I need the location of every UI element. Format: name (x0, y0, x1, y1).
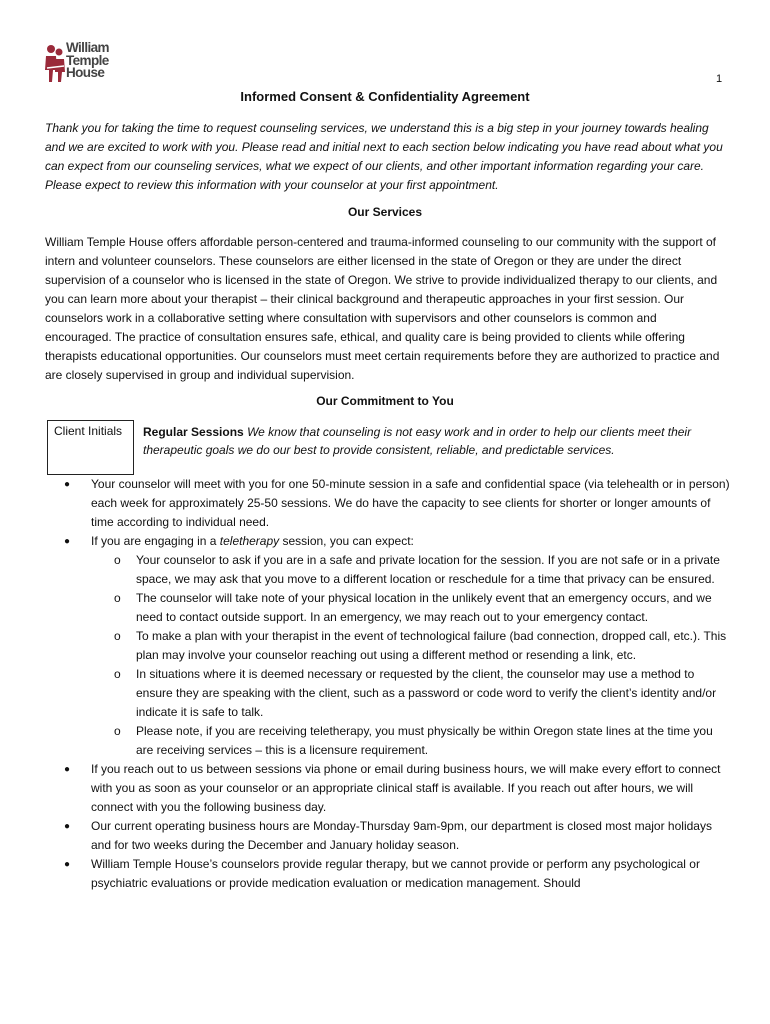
sub-list-item-text: In situations where it is deemed necessary or requested by the client, the counselor may use a method to ensure they are speaking with the client, such as a password or code word to verify the client’s identity and/or indicate it is safe to talk. (136, 667, 717, 719)
sub-list-item-text: To make a plan with your therapist in the event of technological failure (bad connection, dropped call, etc.). This plan may involve your counselor reaching out using a different method or resending a link, etc. (136, 629, 727, 662)
regular-sessions-title: Regular Sessions (143, 425, 244, 439)
bullet-icon: ● (64, 479, 71, 490)
sub-list-item-text: Please note, if you are receiving teletherapy, you must physically be within Oregon state lines at the time you are receiving services – this is a licensure requirement. (136, 724, 713, 757)
services-paragraph: William Temple House offers affordable person-centered and trauma-informed counseling to our community with the support of intern and volunteer counselors. These counselors are either licensed in the state of Oregon or they are under the direct supervision of a counselor who is licensed in the state of Oregon. We strive to provide individualized therapy to our clients, and you can learn more about your therapist – their clinical background and therapeutic approaches in your first session. Our counselors work in a collaborative setting where consultation with supervisors and other counselors is common and encouraged. The practice of consultation ensures safe, ethical, and quality care is being provided to clients while offering therapists educational opportunities. Our counselors must meet certain requirements before they are authorized to practice and are closely supervised in group and individual supervision. (45, 235, 720, 382)
circle-bullet-icon: o (114, 629, 121, 643)
william-temple-house-logo (44, 42, 130, 86)
bullet-icon: ● (64, 764, 71, 775)
sub-list-item (0, 722, 770, 760)
circle-bullet-icon: o (114, 667, 121, 681)
list-item-text: Our current operating business hours are Monday-Thursday 9am-9pm, our department is closed most major holidays and for two weeks during the December and January holiday season. (91, 819, 712, 852)
commitment-list (0, 475, 770, 893)
commitment-heading: Our Commitment to You (316, 394, 454, 408)
list-item (0, 532, 770, 551)
sub-list-item (0, 627, 770, 665)
circle-bullet-icon: o (114, 724, 121, 738)
teletherapy-emphasis: teletherapy (219, 534, 280, 548)
bullet-icon: ● (64, 859, 71, 870)
regular-sessions-text: We know that counseling is not easy work and in order to help our clients meet their therapeutic goals we do our best to provide consistent, reliable, and predictable services. (143, 425, 692, 457)
page-number: 1 (716, 73, 723, 85)
logo-wordmark (66, 42, 109, 80)
list-item-text: Your counselor will meet with you for one 50-minute session in a safe and confidential space (via telehealth or in person) each week for approximately 25-50 sessions. We do have the capacity to see clients for shorter or longer amounts of time according to individual need. (91, 477, 730, 529)
list-item-text: If you reach out to us between sessions via phone or email during business hours, we will make every effort to connect with you as soon as your counselor or an appropriate clinical staff is available. If you reach out after hours, we will connect with you the following business day. (91, 762, 721, 814)
list-item (0, 760, 770, 817)
client-initials-label: Client Initials (54, 424, 123, 438)
sub-list-item-text: Your counselor to ask if you are in a safe and private location for the session. If you are not safe or in a private space, we may ask that you move to a different location or reschedule for a time that privacy can be ensured. (136, 553, 720, 586)
regular-sessions-paragraph (143, 423, 733, 459)
list-item (0, 475, 770, 532)
logo-line-2: Temple (66, 52, 109, 68)
teletherapy-post: session, you can expect: (279, 534, 414, 548)
services-heading: Our Services (347, 205, 423, 219)
sub-list-item (0, 551, 770, 589)
list-item-text: William Temple House’s counselors provide regular therapy, but we cannot provide or perform any psychological or psychiatric evaluations or provide medication evaluation or medication management. Should (91, 857, 700, 890)
bullet-icon: ● (64, 536, 71, 547)
circle-bullet-icon: o (114, 553, 121, 567)
client-initials-box[interactable] (47, 420, 134, 475)
sub-list-item (0, 665, 770, 722)
list-item-text (91, 532, 731, 551)
teletherapy-pre: If you are engaging in a (91, 534, 220, 548)
intro-paragraph: Thank you for taking the time to request counseling services, we understand this is a big step in your journey towards healing and we are excited to work with you. Please read and initial next to each section below indicating you have read about what you can expect from our counseling services, what we expect of our clients, and other important information regarding your care. Please expect to review this information with your counselor at your first appointment. (45, 121, 723, 192)
document-title: Informed Consent & Confidentiality Agreement (240, 89, 530, 104)
people-figure-icon (44, 44, 66, 84)
bullet-icon: ● (64, 821, 71, 832)
logo-line-1: William (66, 40, 109, 55)
list-item (0, 817, 770, 855)
list-item (0, 855, 770, 893)
sub-list-item-text: The counselor will take note of your physical location in the unlikely event that an emergency occurs, and we need to contact outside support. In an emergency, we may reach out to your emergency contact. (136, 591, 712, 624)
sub-list-item (0, 589, 770, 627)
logo-line-3: House (66, 65, 105, 80)
circle-bullet-icon: o (114, 591, 121, 605)
